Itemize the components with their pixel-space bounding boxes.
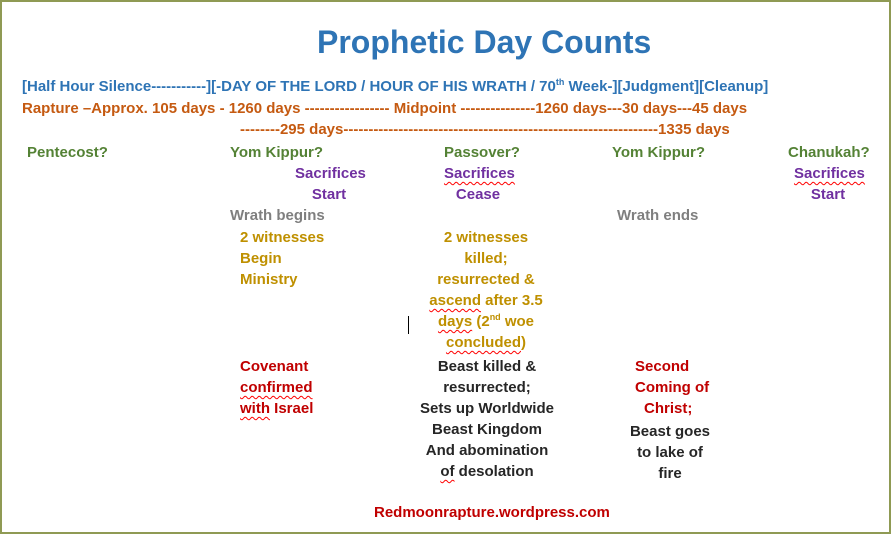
witnesses-begin-line2: Begin: [240, 250, 282, 267]
second-coming-line3: Christ;: [644, 400, 693, 417]
beast-desolation-word: desolation: [454, 463, 534, 480]
sacrifices-start-left: [295, 163, 366, 205]
second-sup: nd: [489, 312, 501, 322]
covenant-block: [240, 356, 313, 419]
witnesses-killed-line6: [418, 332, 554, 353]
witnesses-killed-line4: [418, 290, 554, 311]
feast-yom-kippur-2: Yom Kippur?: [612, 144, 706, 161]
witnesses-killed-line2: killed;: [464, 250, 508, 267]
sacrifices-start-left-line1: Sacrifices: [295, 165, 366, 182]
wrath-ends-label: Wrath ends: [617, 207, 699, 224]
sacrifices-start-right-line2: Start: [810, 186, 846, 203]
period-timeline-text-b: Week-][Judgment][Cleanup]: [564, 78, 769, 95]
day-count-line: Rapture –Approx. 105 days - 1260 days ----------------- Midpoint ---------------1260 days---30 days---45 days: [22, 100, 748, 117]
covenant-line1: Covenant: [240, 358, 309, 375]
beast-lake-block: [620, 421, 720, 484]
period-timeline-line: [22, 76, 768, 97]
second-coming-line1: Second: [635, 358, 690, 375]
day-total-line: --------295 days---------------------------------------------------------------1335 days: [240, 121, 730, 138]
wrath-begins-label: Wrath begins: [230, 207, 325, 224]
second-coming-line2: Coming of: [635, 379, 710, 396]
beast-of-word: of: [440, 463, 455, 480]
period-timeline-sup: th: [555, 77, 565, 87]
beast-line4: Beast Kingdom: [431, 421, 542, 438]
text-cursor: [408, 316, 409, 334]
days-word: days: [437, 313, 473, 330]
witnesses-killed-line5: [418, 311, 554, 332]
witnesses-killed-block: [418, 227, 554, 353]
beast-lake-line3: fire: [658, 465, 682, 482]
witnesses-killed-line3: resurrected &: [437, 271, 535, 288]
feast-chanukah: Chanukah?: [788, 144, 870, 161]
beast-line6: [412, 461, 562, 482]
witnesses-begin-line3: Ministry: [240, 271, 298, 288]
beast-line2: resurrected;: [443, 379, 531, 396]
covenant-line3: [240, 398, 313, 419]
period-timeline-text-a: [Half Hour Silence-----------][-DAY OF THE LORD / HOUR OF HIS WRATH / 70: [22, 78, 556, 95]
woe-word: woe: [500, 313, 535, 330]
concluded-word: concluded: [445, 334, 521, 351]
beast-block: [412, 356, 562, 482]
footer-credit: Redmoonrapture.wordpress.com: [374, 504, 610, 521]
second-coming-block: [635, 356, 709, 419]
sacrifices-start-right: [794, 163, 865, 205]
witnesses-begin-line1: 2 witnesses: [240, 229, 325, 246]
feast-passover: Passover?: [444, 144, 520, 161]
concluded-paren: ): [521, 334, 526, 351]
page-title: Prophetic Day Counts: [317, 24, 652, 60]
sacrifices-cease-line2: Cease: [455, 186, 501, 203]
beast-line1: Beast killed &: [437, 358, 537, 375]
sacrifices-cease: [444, 163, 515, 205]
ascend-rest: after 3.5: [481, 292, 543, 309]
sacrifices-cease-line1: Sacrifices: [444, 165, 515, 182]
covenant-israel-word: Israel: [270, 400, 314, 417]
beast-line5: And abomination: [425, 442, 549, 459]
sacrifices-start-right-line1: Sacrifices: [794, 165, 865, 182]
witnesses-killed-line1: 2 witnesses: [443, 229, 529, 246]
beast-line3: Sets up Worldwide: [420, 400, 554, 417]
feast-pentecost: Pentecost?: [27, 144, 108, 161]
covenant-line2: confirmed: [240, 379, 313, 396]
days-rest: (2: [472, 313, 490, 330]
beast-lake-line2: to lake of: [637, 444, 703, 461]
witnesses-begin-block: [240, 227, 324, 290]
sacrifices-start-left-line2: Start: [311, 186, 347, 203]
beast-lake-line1: Beast goes: [629, 423, 711, 440]
covenant-with-word: with: [240, 400, 270, 417]
ascend-word: ascend: [429, 292, 481, 309]
feast-yom-kippur-1: Yom Kippur?: [230, 144, 324, 161]
